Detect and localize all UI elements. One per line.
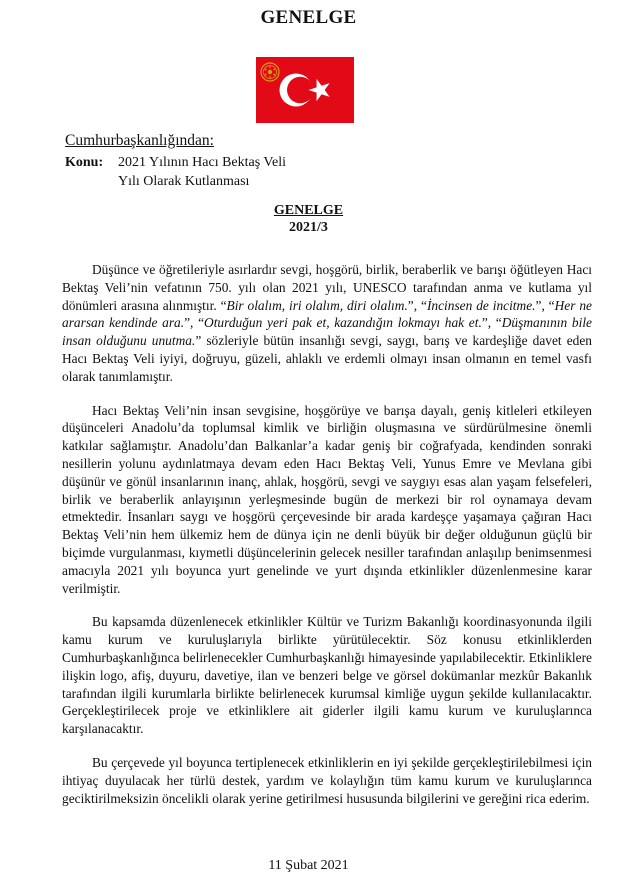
paragraph-1-text-e: ”, “ xyxy=(481,315,502,331)
quote-3: Her ne ararsan kendinde ara. xyxy=(62,297,592,331)
subject-label: Konu: xyxy=(65,155,104,170)
paragraph-1-text-d: ”, “ xyxy=(184,315,205,331)
paragraph-1-text-c: ”, “ xyxy=(535,297,555,313)
document-date: 11 Şubat 2021 xyxy=(268,858,349,873)
subject-line-1: 2021 Yılının Hacı Bektaş Veli xyxy=(118,155,286,170)
document-body xyxy=(62,261,592,807)
circular-number: 2021/3 xyxy=(289,220,328,235)
paragraph-1-text-b: ”, “ xyxy=(407,297,427,313)
paragraph-4: Bu çerçevede yıl boyunca tertiplenecek etkinliklerin en iyi şekilde gerçekleştirilebilmesi için ihtiyaç duyulacak her türlü destek, yardım ve kolaylığın tüm kamu kurum ve kuruluşlarınca geciktirilmeksizin öncelikli olarak yerine getirilmesi hususunda bilgilerini ve gereğini rica ederim. xyxy=(62,754,592,806)
paragraph-1-text-a: Düşünce ve öğretileriyle asırlardır sevgi, hoşgörü, birlik, beraberlik ve barışı öğütleyen Hacı Bektaş Veli’nin vefatının 750. yılı olan 2021 yılı, UNESCO tarafından anma ve kutlama yıl dönümleri arasına alınmıştır. “ xyxy=(62,262,592,313)
subject-line-2: Yılı Olarak Kutlanması xyxy=(118,174,250,189)
subject-text xyxy=(118,153,318,191)
paragraph-2: Hacı Bektaş Veli’nin insan sevgisine, hoşgörüye ve barışa dayalı, geniş kitleleri etkileyen düşünceleri Anadolu’da toplumsal kimlik ve birliğin oluşmasına ve sürdürülmesine önemli katkılar sağlamıştır. Anadolu’dan Balkanlar’a kadar geniş bir coğrafyada, kendinden sonraki nesillerin yolunu aydınlatmaya devam eden Hacı Bektaş Veli, Yunus Emre ve Mevlana gibi düşünür ve gönül insanlarının inanç, ahlak, hoşgörü, sevgi ve saygıyı esas alan yaşam felsefeleri, birlik ve beraberlik anlayışının yerleşmesinde bugün de merkezi bir rol oynamaya devam etmektedir. İnsanları saygı ve hoşgörü çerçevesinde bir arada kardeşçe yaşamaya çağıran Hacı Bektaş Veli’nin hem ülkemiz hem de dünya için ne denli büyük bir değer olduğunun güçlü bir biçimde vurgulanması, kıymetli düşüncelerinin gelecek nesiller tarafından anlaşılıp benimsenmesi amacıyla 2021 yılı boyunca yurt genelinde ve yurt dışında etkinlikler düzenlenmesine karar verilmiştir. xyxy=(62,402,592,596)
quote-1: Bir olalım, iri olalım, diri olalım. xyxy=(226,297,408,313)
circular-title: GENELGE xyxy=(273,203,344,218)
quote-2: İncinsen de incitme. xyxy=(426,297,536,313)
addressee: Cumhurbaşkanlığından: xyxy=(65,132,214,149)
circular-heading xyxy=(0,202,617,236)
presidential-seal-icon xyxy=(261,63,279,81)
paragraph-1 xyxy=(62,261,592,386)
subject-block xyxy=(65,153,318,191)
document-header-title: GENELGE xyxy=(260,7,357,28)
paragraph-3: Bu kapsamda düzenlenecek etkinlikler Kültür ve Turizm Bakanlığı koordinasyonunda ilgili kamu kurum ve kuruluşlarıyla birlikte yürütülecektir. Söz konusu etkinliklerden Cumhurbaşkanlığınca belirlenecekler Cumhurbaşkanlığı himayesinde yapılabilecektir. Etkinliklere ilişkin logo, afiş, duyuru, davetiye, ilan ve benzeri belge ve görsel dokümanlar mezkûr Bakanlık tarafından ilgili kurumlarla birlikte belirlenecek kurumsal kimliğe uygun şekilde kullanılacaktır. Gerçekleştirilecek proje ve etkinliklere ait giderler ilgili kamu kurum ve kuruluşlarınca karşılanacaktır. xyxy=(62,614,592,737)
quote-5: Düşmanının bile insan olduğunu unutma. xyxy=(62,315,592,349)
paragraph-1-text-f: ” sözleriyle bütün insanlığı sevgi, saygı, barış ve kardeşliğe davet eden Hacı Bektaş Veli iyiyi, doğruyu, güzeli, ahlaklı ve erdemli olmayı insan olmanın en temel vasfı olarak tanımlamıştır. xyxy=(62,333,593,384)
turkish-flag-icon xyxy=(256,57,354,123)
quote-4: Oturduğun yeri pak et, kazandığın lokmayı hak et. xyxy=(204,315,482,331)
